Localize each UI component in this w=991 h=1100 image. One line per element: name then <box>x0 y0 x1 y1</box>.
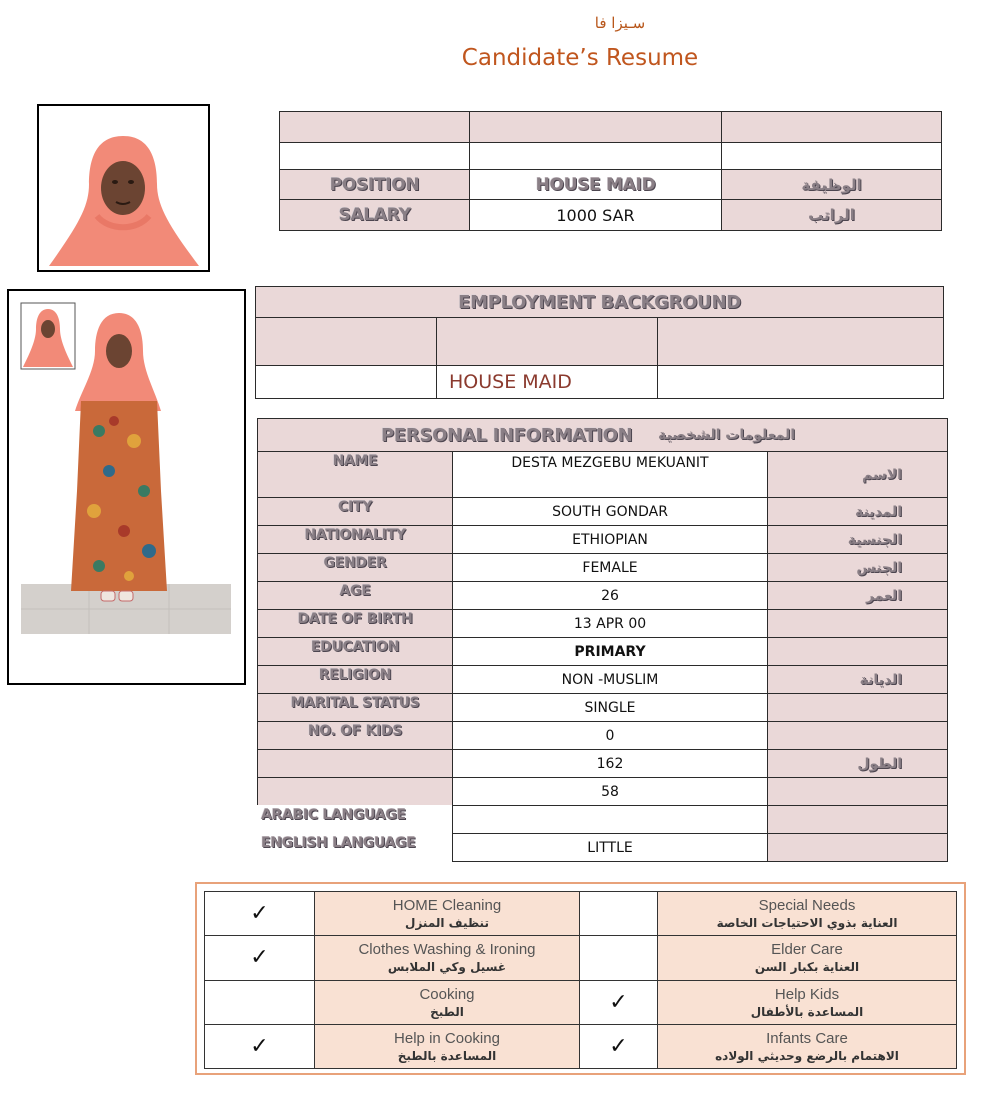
salary-label: SALARY <box>338 205 411 225</box>
personal-arabic-cell <box>767 833 948 862</box>
skill-check-cell <box>580 936 658 980</box>
personal-label-cell <box>257 553 453 582</box>
position-arabic-label: الوظيفة <box>801 175 862 194</box>
personal-value: 26 <box>601 587 619 604</box>
personal-arabic-cell <box>767 609 948 638</box>
personal-value: 13 APR 00 <box>573 615 647 632</box>
job-table-blank-cell <box>279 142 470 170</box>
company-logo-script: سـيزا فا <box>594 14 646 32</box>
personal-value-cell <box>452 777 768 806</box>
salary-arabic-label: الراتب <box>808 206 855 224</box>
position-value-cell <box>469 169 722 200</box>
personal-label-cell <box>257 525 453 554</box>
position-value: HOUSE MAID <box>535 174 656 195</box>
skill-check-cell <box>205 936 315 980</box>
skill-name-cell <box>315 936 580 980</box>
personal-label-cell <box>257 833 453 862</box>
skill-name-en: HOME Cleaning <box>392 897 502 915</box>
personal-arabic-label: المدينة <box>855 503 902 520</box>
position-arabic-cell <box>721 169 942 200</box>
personal-value: NON -MUSLIM <box>561 671 659 688</box>
personal-value: FEMALE <box>582 559 638 576</box>
salary-arabic-cell <box>721 199 942 231</box>
personal-arabic-label: الديانة <box>859 671 902 688</box>
page-title: Candidate’s Resume <box>461 45 699 71</box>
salary-value: 1000 SAR <box>556 205 635 225</box>
skill-name-cell <box>658 892 957 936</box>
personal-label: EDUCATION <box>310 639 400 655</box>
employment-blank-cell <box>657 317 944 366</box>
personal-title-en: PERSONAL INFORMATION <box>381 424 633 446</box>
skill-name-en: Cooking <box>419 985 475 1003</box>
personal-arabic-label: الاسم <box>862 466 902 483</box>
skill-name-en: Clothes Washing & Ironing <box>358 941 536 959</box>
personal-label-cell <box>257 451 453 498</box>
skills-checklist <box>195 882 966 1075</box>
personal-value-cell <box>452 833 768 862</box>
headshot-photo <box>37 104 210 272</box>
skill-name-en: Elder Care <box>771 941 843 959</box>
employment-blank-cell <box>657 365 944 399</box>
personal-value-cell <box>452 553 768 582</box>
checkmark-icon: ✓ <box>250 901 269 927</box>
personal-arabic-cell <box>767 693 948 722</box>
personal-value: DESTA MEZGEBU MEKUANIT <box>511 455 709 471</box>
skill-name-en: Help Kids <box>774 985 840 1003</box>
employment-title-cell <box>255 286 944 318</box>
employment-blank-cell <box>255 365 437 399</box>
personal-label-cell <box>257 581 453 610</box>
personal-label-cell <box>257 721 453 750</box>
personal-value-cell <box>452 693 768 722</box>
personal-value: LITTLE <box>587 839 633 856</box>
skill-name-en: Special Needs <box>758 897 856 915</box>
personal-label-cell <box>257 497 453 526</box>
job-table-blank-cell <box>279 111 470 143</box>
personal-value: ETHIOPIAN <box>572 531 648 548</box>
skill-name-cell <box>658 936 957 980</box>
employment-value-cell <box>436 365 658 399</box>
personal-label-cell <box>257 777 453 806</box>
skill-check-cell <box>580 1024 658 1068</box>
skill-row <box>205 980 957 1024</box>
personal-arabic-cell <box>767 665 948 694</box>
personal-arabic-cell <box>767 777 948 806</box>
personal-arabic-cell <box>767 721 948 750</box>
personal-arabic-cell <box>767 525 948 554</box>
skill-check-cell <box>580 892 658 936</box>
skills-body <box>205 892 957 1069</box>
personal-arabic-label: العمر <box>865 587 902 604</box>
personal-value-cell <box>452 721 768 750</box>
personal-value: 0 <box>605 727 615 744</box>
skill-name-ar: غسيل وكي الملابس <box>387 960 507 975</box>
personal-value-cell <box>452 609 768 638</box>
personal-value-cell <box>452 637 768 666</box>
skill-name-ar: الاهتمام بالرضع وحديثي الولاده <box>715 1048 899 1063</box>
personal-label: RELIGION <box>318 667 392 683</box>
personal-value-cell <box>452 451 768 498</box>
skill-name-cell <box>315 980 580 1024</box>
skills-table <box>204 891 957 1069</box>
personal-arabic-cell <box>767 581 948 610</box>
personal-arabic-cell <box>767 451 948 498</box>
personal-arabic-label: الطول <box>857 755 902 772</box>
personal-value-cell <box>452 665 768 694</box>
checkmark-icon: ✓ <box>609 1033 628 1059</box>
personal-label: NATIONALITY <box>304 527 406 543</box>
skill-name-en: Infants Care <box>766 1029 848 1047</box>
personal-label: MARITAL STATUS <box>290 695 420 711</box>
skill-name-en: Help in Cooking <box>394 1029 500 1047</box>
personal-value-cell <box>452 805 768 834</box>
personal-label: AGE <box>339 583 371 599</box>
personal-value: PRIMARY <box>574 643 646 660</box>
personal-value: 58 <box>601 783 619 800</box>
employment-blank-cell <box>255 317 437 366</box>
personal-title-ar: المعلومات الشخصية <box>658 427 796 443</box>
personal-value-cell <box>452 749 768 778</box>
checkmark-icon: ✓ <box>250 945 269 971</box>
personal-title-cell <box>257 418 948 452</box>
personal-label-cell <box>257 665 453 694</box>
position-label: POSITION <box>329 174 420 195</box>
skill-name-ar: العناية بكبار السن <box>754 960 860 975</box>
personal-value-cell <box>452 497 768 526</box>
personal-arabic-label: الجنسية <box>847 531 902 548</box>
personal-label: ARABIC LANGUAGE <box>261 807 406 823</box>
employment-title: EMPLOYMENT BACKGROUND <box>458 291 741 313</box>
fullbody-illustration <box>9 291 244 683</box>
personal-value-cell <box>452 525 768 554</box>
personal-arabic-cell <box>767 637 948 666</box>
personal-arabic-cell <box>767 553 948 582</box>
fullbody-photo <box>7 289 246 685</box>
personal-value: 162 <box>596 755 624 772</box>
skill-name-ar: المساعدة بالطبخ <box>397 1048 497 1063</box>
personal-value: SINGLE <box>584 699 636 716</box>
personal-label: NAME <box>332 453 378 469</box>
personal-label: GENDER <box>323 555 387 571</box>
personal-value-cell <box>452 581 768 610</box>
job-table-blank-cell <box>469 142 722 170</box>
personal-label: DATE OF BIRTH <box>297 611 413 627</box>
personal-label-cell <box>257 749 453 778</box>
personal-label-cell <box>257 609 453 638</box>
personal-arabic-cell <box>767 497 948 526</box>
checkmark-icon: ✓ <box>609 989 628 1015</box>
job-table-blank-cell <box>721 142 942 170</box>
personal-label: NO. OF KIDS <box>307 723 403 739</box>
personal-label-cell <box>257 693 453 722</box>
checkmark-icon: ✓ <box>250 1033 269 1059</box>
salary-label-cell <box>279 199 470 231</box>
personal-arabic-cell <box>767 749 948 778</box>
personal-value: SOUTH GONDAR <box>552 503 668 520</box>
personal-arabic-label: الجنس <box>856 559 902 576</box>
skill-check-cell <box>205 980 315 1024</box>
personal-label: CITY <box>338 499 372 515</box>
skill-name-ar: المساعدة بالأطفال <box>750 1004 864 1019</box>
position-label-cell <box>279 169 470 200</box>
headshot-illustration <box>39 106 208 270</box>
skill-name-ar: العناية بذوي الاحتياجات الخاصة <box>716 916 898 931</box>
employment-blank-cell <box>436 317 658 366</box>
skill-name-cell <box>658 1024 957 1068</box>
skill-name-cell <box>315 1024 580 1068</box>
job-table-blank-cell <box>469 111 722 143</box>
employment-value: HOUSE MAID <box>449 371 572 393</box>
salary-value-cell <box>469 199 722 231</box>
skill-row <box>205 936 957 980</box>
skill-name-cell <box>315 892 580 936</box>
skill-check-cell <box>205 1024 315 1068</box>
personal-label-cell <box>257 805 453 834</box>
skill-row <box>205 892 957 936</box>
skill-name-ar: الطبخ <box>430 1004 464 1019</box>
skill-name-ar: تنظيف المنزل <box>405 916 489 931</box>
personal-arabic-cell <box>767 805 948 834</box>
skill-check-cell <box>580 980 658 1024</box>
skill-check-cell <box>205 892 315 936</box>
skill-name-cell <box>658 980 957 1024</box>
personal-label-cell <box>257 637 453 666</box>
personal-label: ENGLISH LANGUAGE <box>261 835 416 851</box>
job-table-blank-cell <box>721 111 942 143</box>
skill-row <box>205 1024 957 1068</box>
